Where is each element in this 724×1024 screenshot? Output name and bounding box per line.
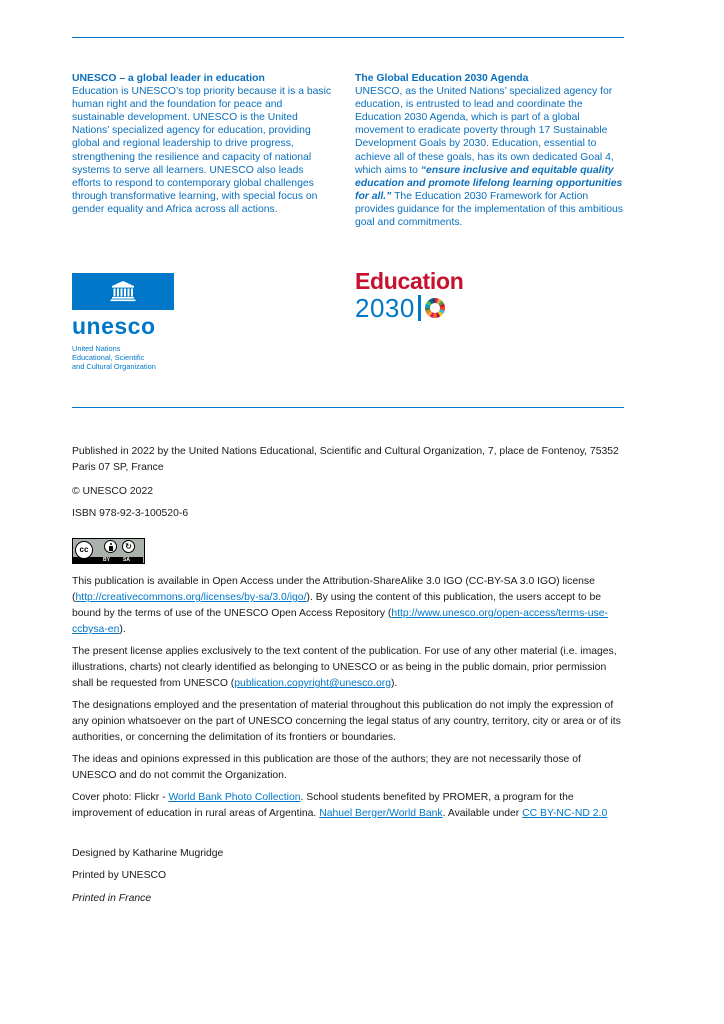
education-logo-year: 2030 (355, 293, 415, 323)
unesco-temple-icon (72, 273, 174, 310)
by-label: BY (103, 557, 110, 563)
sa-label: SA (123, 557, 130, 563)
education-logo-pencil (418, 295, 421, 321)
unesco-org-name: United Nations Educational, Scientific and Cultural Organization (72, 344, 156, 372)
unesco-leader-body: Education is UNESCO’s top priority because it is a basic human right and the foundation for peace and sustainable development. UNESCO is the United Nations’ specialized agency for education, providing global and regional leadership to drive progress, strengthening the resilience and capacity of national systems to serve all learners. UNESCO also leads efforts to respond to contemporary global challenges through transformative learning, with special focus on gender equality and Africa across all actions. (72, 86, 332, 215)
unesco-logo (72, 273, 176, 372)
photographer-link[interactable]: Nahuel Berger/World Bank (319, 808, 443, 819)
unesco-open-access-link[interactable]: http://www.unesco.org/open-access/terms-use-ccbysa-en (72, 608, 608, 635)
ideas-paragraph: The ideas and opinions expressed in this publication are those of the authors; they are not necessarily those of UNESCO and do not commit the Organization. (72, 754, 581, 781)
license-paragraph: This publication is available in Open Access under the Attribution-ShareAlike 3.0 IGO (CC-BY-SA 3.0 IGO) license (http://creativecommons.org/licenses/by-sa/3.0/igo/). By using the content of this publication, the users accept to be bound by the terms of use of the UNESCO Open Access Repository (http://www.unesco.org/open-access/terms-use-ccbysa-en). (72, 576, 608, 635)
education-agenda-title: The Global Education 2030 Agenda (355, 73, 529, 84)
cc-license-link[interactable]: http://creativecommons.org/licenses/by-sa/3.0/igo/ (75, 592, 307, 603)
printed-by: Printed by UNESCO (72, 870, 167, 881)
sdg-wheel-icon (424, 297, 446, 319)
sa-icon: ↻ (122, 540, 135, 553)
unesco-temple-box (72, 273, 174, 310)
designations-paragraph: The designations employed and the presentation of material throughout this publication do not imply the expression of any opinion whatsoever on the part of UNESCO concerning the legal status of any country, territory, city or area or of its authorities, or concerning the delimitation of its frontiers or boundaries. (72, 700, 621, 743)
top-divider (72, 37, 624, 38)
copyright-line: © UNESCO 2022 (72, 486, 153, 497)
printed-in: Printed in France (72, 893, 152, 904)
unesco-wordmark: unesco (72, 313, 156, 339)
cc-icon: cc (75, 541, 93, 559)
published-by: Published in 2022 by the United Nations Educational, Scientific and Cultural Organization, 7, place de Fontenoy, 75352 Paris 07 SP, France (72, 446, 619, 473)
world-bank-photo-link[interactable]: World Bank Photo Collection (168, 792, 301, 803)
unesco-leader-title: UNESCO – a global leader in education (72, 73, 265, 84)
designed-by: Designed by Katharine Mugridge (72, 848, 224, 859)
present-license-paragraph: The present license applies exclusively to the text content of the publication. For use of any other material (i.e. images, illustrations, charts) not clearly identified as belonging to UNESCO or as being in the public domain, prior permission shall be requested from UNESCO (publication.copyright@unesco.org). (72, 646, 617, 689)
middle-divider (72, 407, 624, 408)
cc-by-sa-badge[interactable] (72, 538, 145, 564)
unesco-leader-section (72, 72, 334, 216)
copyright-email-link[interactable]: publication.copyright@unesco.org (234, 678, 391, 689)
education-agenda-section (355, 72, 625, 229)
education-agenda-body: UNESCO, as the United Nations’ specialized agency for education, is entrusted to lead and coordinate the Education 2030 Agenda, which is part of a global movement to eradicate poverty through 17 Sustainable Development Goals by 2030. Education, essential to achieve all of these goals, has its own dedicated Goal 4, which aims to “ensure inclusive and equitable quality education and promote lifelong learning opportunities for all.” The Education 2030 Framework for Action provides guidance for the implementation of this ambitious goal and commitments. (355, 86, 623, 229)
isbn-line: ISBN 978-92-3-100520-6 (72, 508, 189, 519)
education-logo-word: Education (355, 268, 464, 294)
goal4-quote: “ensure inclusive and equitable quality education and promote lifelong learning opportunities for all.” (355, 164, 623, 202)
cover-photo-paragraph: Cover photo: Flickr - World Bank Photo Collection. School students benefited by PROMER, a program for the improvement of education in rural areas of Argentina. Nahuel Berger/World Bank. Available under CC BY-NC-ND 2.0 (72, 792, 608, 819)
by-icon (104, 540, 117, 553)
cc-by-nc-nd-link[interactable]: CC BY-NC-ND 2.0 (522, 808, 608, 819)
education-2030-logo (355, 268, 495, 328)
